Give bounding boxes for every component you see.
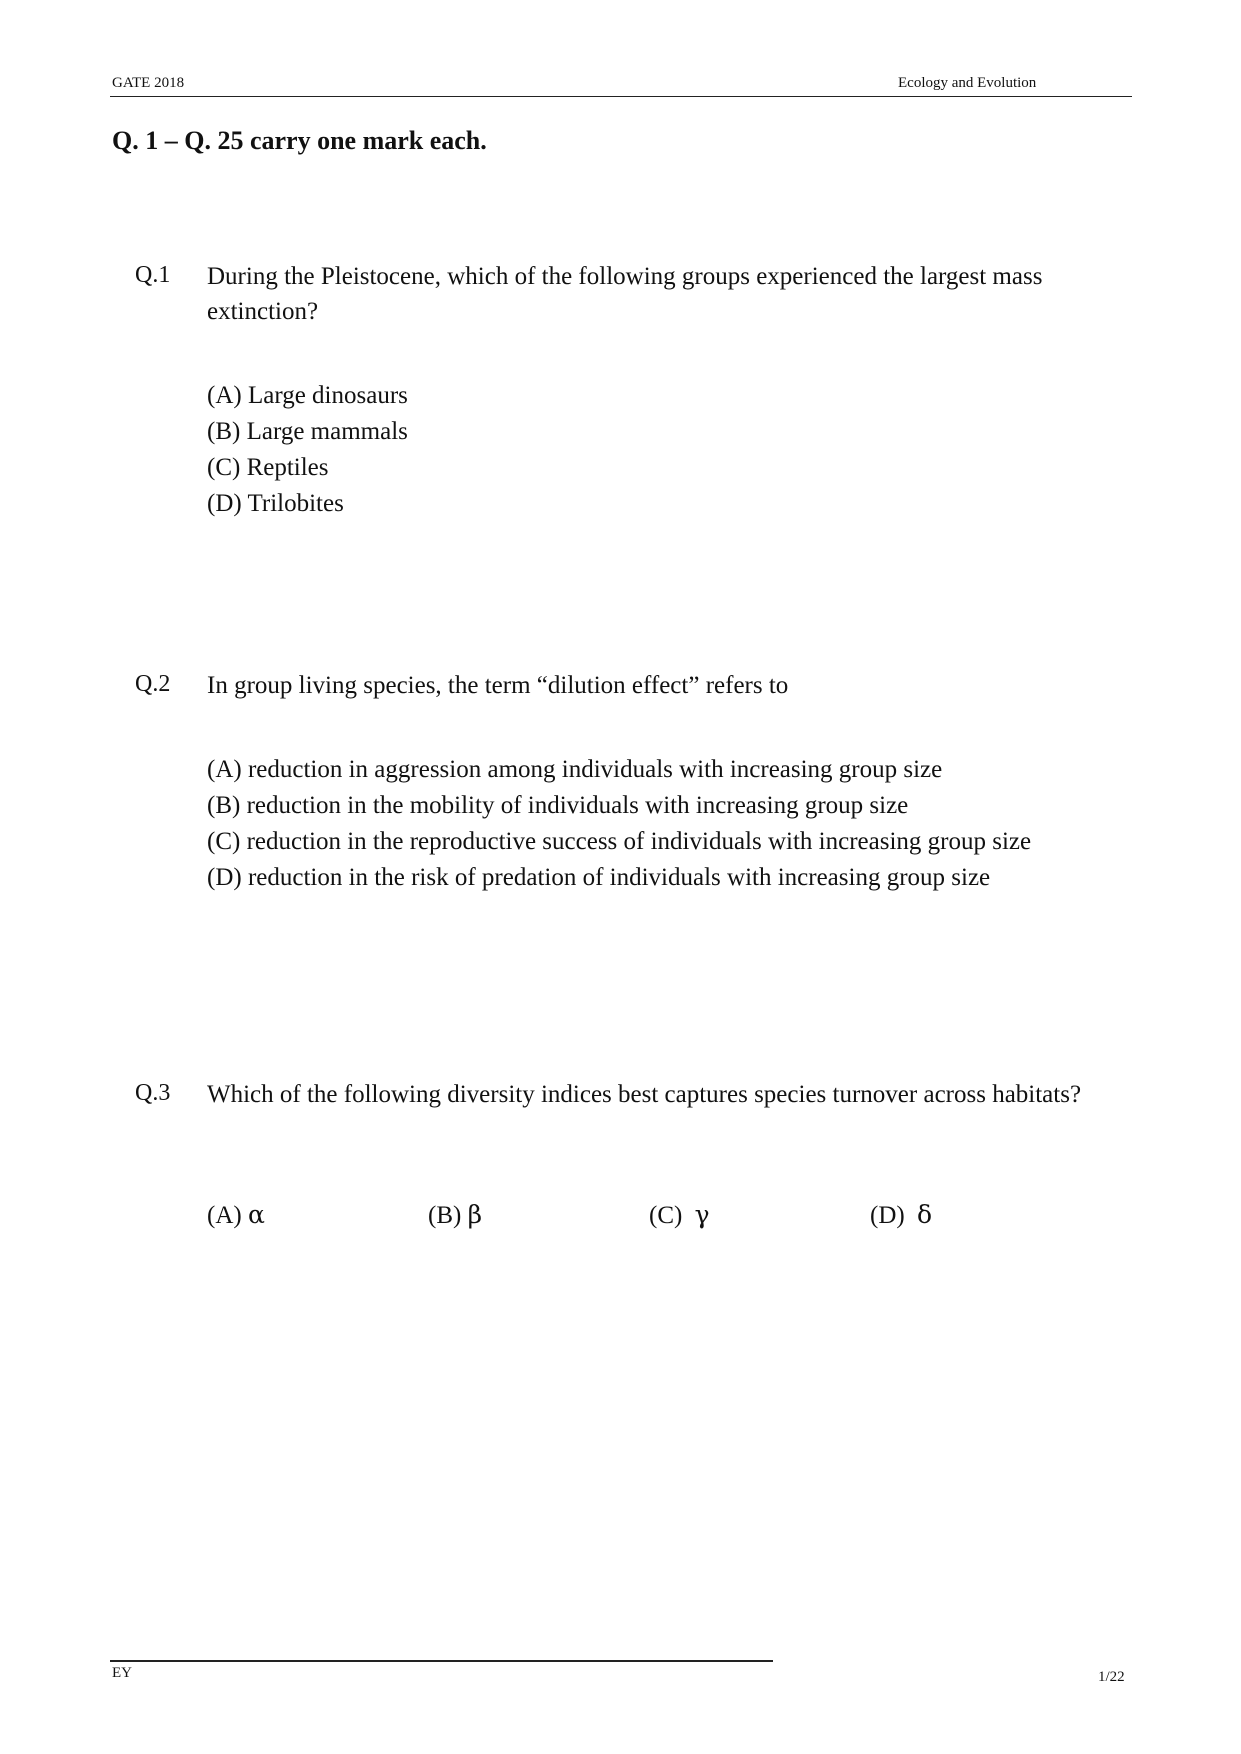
footer-left: EY	[112, 1665, 132, 1681]
question-3-number: Q.3	[135, 1080, 171, 1106]
question-1-options	[207, 378, 408, 522]
header-rule	[110, 96, 1132, 97]
question-2-option-d: (D) reduction in the risk of predation of individuals with increasing group size	[207, 864, 991, 891]
question-1-option-d: (D) Trilobites	[207, 490, 344, 517]
question-3-option-c-label: (C)	[649, 1202, 683, 1229]
question-2-option-b: (B) reduction in the mobility of individuals with increasing group size	[207, 792, 909, 819]
question-2-number: Q.2	[135, 671, 171, 697]
section-title: Q. 1 – Q. 25 carry one mark each.	[112, 126, 487, 155]
question-1-option-a: (A) Large dinosaurs	[207, 382, 408, 409]
question-1-text: During the Pleistocene, which of the following groups experienced the largest mass extinction?	[207, 263, 1043, 325]
question-2-text: In group living species, the term “dilution effect” refers to	[207, 672, 789, 699]
question-3-option-a-label: (A)	[207, 1202, 242, 1229]
beta-symbol: β	[467, 1200, 483, 1229]
page-number: 1/22	[1098, 1669, 1125, 1685]
question-3-option-a	[207, 1200, 265, 1230]
question-2-options	[207, 752, 1031, 896]
question-3-option-c	[649, 1200, 710, 1230]
page-header-right: Ecology and Evolution	[898, 75, 1037, 91]
question-1-number: Q.1	[135, 262, 171, 288]
question-3-text: Which of the following diversity indices best captures species turnover across habitats?	[207, 1081, 1082, 1108]
footer-rule	[110, 1660, 773, 1662]
question-2-option-a: (A) reduction in aggression among individuals with increasing group size	[207, 756, 943, 783]
question-1-option-c: (C) Reptiles	[207, 454, 329, 481]
question-3-option-b-label: (B)	[428, 1202, 462, 1229]
question-3-option-d-label: (D)	[870, 1202, 905, 1229]
question-1-option-b: (B) Large mammals	[207, 418, 408, 445]
page-header-left: GATE 2018	[112, 75, 185, 91]
question-3-option-b	[428, 1200, 482, 1230]
alpha-symbol: α	[247, 1200, 265, 1229]
delta-symbol: δ	[916, 1200, 933, 1229]
gamma-symbol: γ	[694, 1200, 710, 1229]
question-3-option-d	[870, 1200, 932, 1230]
question-2-option-c: (C) reduction in the reproductive success of individuals with increasing group size	[207, 828, 1032, 855]
